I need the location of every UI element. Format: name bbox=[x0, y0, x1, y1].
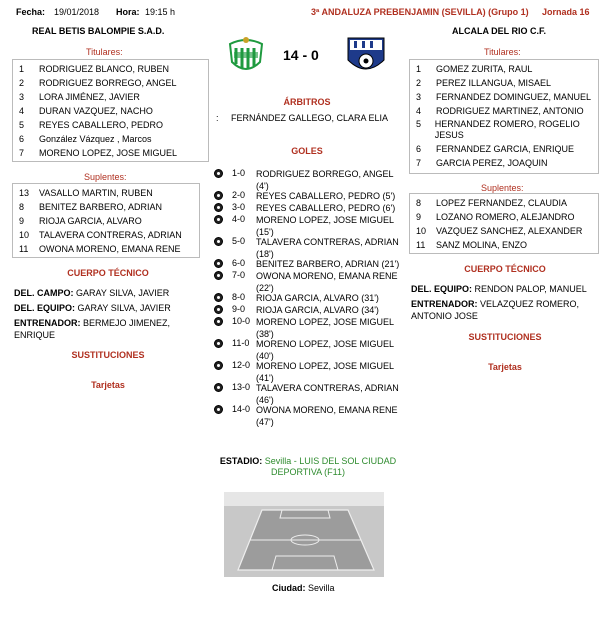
player-row bbox=[13, 90, 208, 104]
player-number: 6 bbox=[416, 144, 422, 154]
goal-score: 11-0 bbox=[232, 338, 250, 348]
player-number: 2 bbox=[19, 78, 25, 88]
away-starters-title: Titulares: bbox=[484, 47, 521, 57]
soccer-ball-icon bbox=[214, 237, 223, 246]
staff-role: DEL. EQUIPO: bbox=[411, 284, 473, 294]
goal-scorer: MORENO LOPEZ, JOSE MIGUEL (15') bbox=[256, 215, 394, 237]
away-subs-list bbox=[409, 193, 599, 254]
player-row bbox=[13, 214, 199, 228]
home-team-name[interactable]: REAL BETIS BALOMPIE S.A.D. bbox=[32, 26, 165, 36]
venue-label: ESTADIO: bbox=[219, 456, 263, 466]
player-number: 3 bbox=[416, 92, 422, 102]
staff-member bbox=[14, 317, 204, 341]
player-number: 11 bbox=[416, 240, 426, 250]
home-substitutions-title: SUSTITUCIONES bbox=[71, 350, 145, 360]
soccer-ball-icon bbox=[214, 259, 223, 268]
away-team-name[interactable]: ALCALA DEL RIO C.F. bbox=[452, 26, 546, 36]
player-row bbox=[13, 242, 199, 256]
home-staff bbox=[14, 287, 204, 344]
player-row bbox=[13, 118, 208, 132]
time-value: 19:15 h bbox=[145, 7, 176, 17]
referee-sep: : bbox=[216, 113, 219, 123]
goal-scorer: REYES CABALLERO, PEDRO (6') bbox=[256, 203, 396, 213]
goal-score: 12-0 bbox=[232, 360, 251, 370]
player-number: 5 bbox=[19, 120, 25, 130]
player-name[interactable]: RODRIGUEZ BLANCO, RUBEN bbox=[39, 64, 170, 74]
player-name[interactable]: REYES CABALLERO, PEDRO bbox=[39, 120, 164, 130]
goal-score: 1-0 bbox=[232, 168, 246, 178]
goal-scorer: OWONA MORENO, EMANA RENE (22') bbox=[256, 271, 398, 293]
player-number: 8 bbox=[416, 198, 422, 208]
goal-scorer: MORENO LOPEZ, JOSE MIGUEL (41') bbox=[256, 361, 394, 383]
player-row bbox=[410, 90, 598, 104]
player-number: 13 bbox=[19, 188, 30, 198]
home-subs-list bbox=[12, 183, 200, 258]
goals-title: GOLES bbox=[291, 146, 323, 156]
staff-member bbox=[14, 287, 204, 299]
player-row bbox=[13, 228, 199, 242]
staff-name: VELAZQUEZ ROMERO, ANTONIO JOSE bbox=[411, 299, 580, 321]
player-number: 4 bbox=[19, 106, 25, 116]
player-name[interactable]: DURAN VAZQUEZ, NACHO bbox=[39, 106, 153, 116]
soccer-ball-icon bbox=[214, 361, 223, 370]
player-row bbox=[410, 210, 598, 224]
player-row bbox=[410, 62, 598, 76]
goal-score: 2-0 bbox=[232, 190, 246, 200]
goal-scorer: MORENO LOPEZ, JOSE MIGUEL (38') bbox=[256, 317, 394, 339]
venue bbox=[213, 456, 403, 478]
referees-title: ÁRBITROS bbox=[283, 97, 331, 107]
player-number: 10 bbox=[416, 226, 427, 236]
player-name[interactable]: BENITEZ BARBERO, ADRIAN bbox=[39, 202, 163, 212]
player-row bbox=[13, 200, 199, 214]
staff-role: ENTRENADOR: bbox=[14, 318, 81, 328]
soccer-ball-icon bbox=[214, 405, 223, 414]
time-label: Hora: bbox=[116, 7, 140, 17]
soccer-ball-icon bbox=[214, 383, 223, 392]
soccer-ball-icon bbox=[214, 305, 223, 314]
player-number: 6 bbox=[19, 134, 25, 144]
player-number: 3 bbox=[19, 92, 25, 102]
player-row bbox=[410, 196, 598, 210]
player-name[interactable]: LORA JIMÉNEZ, JAVIER bbox=[39, 92, 140, 102]
goal-score: 9-0 bbox=[232, 304, 246, 314]
staff-member bbox=[411, 298, 601, 322]
city-name: Sevilla bbox=[308, 583, 335, 593]
venue-name[interactable]: Sevilla - LUIS DEL SOL CIUDAD DEPORTIVA (F11) bbox=[264, 456, 397, 477]
staff-name: RENDON PALOP, MANUEL bbox=[474, 284, 587, 294]
player-row bbox=[13, 132, 208, 146]
goal-scorer: RIOJA GARCIA, ALVARO (31') bbox=[256, 293, 379, 303]
player-row bbox=[13, 146, 208, 160]
competition-name[interactable]: 3ª ANDALUZA PREBENJAMIN (SEVILLA) (Grupo 1) bbox=[311, 7, 529, 17]
away-substitutions-title: SUSTITUCIONES bbox=[468, 332, 542, 342]
player-name[interactable]: VASALLO MARTIN, RUBEN bbox=[39, 188, 153, 198]
away-starters-list bbox=[409, 59, 599, 174]
goal-score: 4-0 bbox=[232, 214, 246, 224]
goal-scorer: MORENO LOPEZ, JOSE MIGUEL (40') bbox=[256, 339, 394, 361]
home-staff-title: CUERPO TÉCNICO bbox=[67, 268, 149, 278]
player-number: 10 bbox=[19, 230, 30, 240]
soccer-ball-icon bbox=[214, 169, 223, 178]
player-row bbox=[410, 156, 598, 170]
goal-score: 3-0 bbox=[232, 202, 246, 212]
away-staff-title: CUERPO TÉCNICO bbox=[464, 264, 546, 274]
goal-score: 8-0 bbox=[232, 292, 246, 302]
soccer-ball-icon bbox=[214, 339, 223, 348]
goal-scorer: TALAVERA CONTRERAS, ADRIAN (18') bbox=[256, 237, 399, 259]
goal-scorer: OWONA MORENO, EMANA RENE (47') bbox=[256, 405, 398, 427]
soccer-ball-icon bbox=[214, 215, 223, 224]
player-row bbox=[13, 186, 199, 200]
away-cards-title: Tarjetas bbox=[488, 362, 522, 372]
player-number: 1 bbox=[19, 64, 25, 74]
soccer-ball-icon bbox=[214, 317, 223, 326]
city bbox=[272, 583, 335, 593]
home-starters-title: Titulares: bbox=[86, 47, 123, 57]
goal-score: 5-0 bbox=[232, 236, 246, 246]
player-name[interactable]: GOMEZ ZURITA, RAUL bbox=[436, 64, 533, 74]
staff-name: GARAY SILVA, JAVIER bbox=[77, 303, 171, 313]
goal-scorer: REYES CABALLERO, PEDRO (5') bbox=[256, 191, 396, 201]
player-row bbox=[410, 142, 598, 156]
staff-role: DEL. EQUIPO: bbox=[14, 303, 76, 313]
player-row bbox=[13, 76, 208, 90]
goal-score: 6-0 bbox=[232, 258, 246, 268]
player-name[interactable]: VAZQUEZ SANCHEZ, ALEXANDER bbox=[436, 226, 583, 236]
stadium-image bbox=[224, 492, 384, 577]
home-starters-list bbox=[12, 59, 209, 162]
match-score: 14 - 0 bbox=[283, 47, 319, 63]
goal-score: 7-0 bbox=[232, 270, 246, 280]
player-row bbox=[410, 118, 598, 142]
player-name[interactable]: RODRIGUEZ BORREGO, ANGEL bbox=[39, 78, 177, 88]
city-label: Ciudad: bbox=[272, 583, 306, 593]
staff-name: GARAY SILVA, JAVIER bbox=[76, 288, 170, 298]
player-number: 4 bbox=[416, 106, 422, 116]
player-name[interactable]: FERNANDEZ GARCIA, ENRIQUE bbox=[436, 144, 575, 154]
away-team-crest[interactable] bbox=[346, 36, 386, 78]
soccer-ball-icon bbox=[214, 271, 223, 280]
staff-role: DEL. CAMPO: bbox=[14, 288, 74, 298]
staff-name: BERMEJO JIMENEZ, ENRIQUE bbox=[14, 318, 171, 340]
staff-role: ENTRENADOR: bbox=[411, 299, 478, 309]
goal-scorer: RIOJA GARCIA, ALVARO (34') bbox=[256, 305, 379, 315]
matchday: Jornada 16 bbox=[542, 7, 590, 17]
player-name[interactable]: LOZANO ROMERO, ALEJANDRO bbox=[436, 212, 575, 222]
date-label: Fecha: bbox=[16, 7, 46, 17]
soccer-ball-icon bbox=[214, 293, 223, 302]
player-name[interactable]: González Vázquez , Marcos bbox=[39, 134, 152, 144]
home-subs-title: Suplentes: bbox=[84, 172, 127, 182]
soccer-ball-icon bbox=[214, 191, 223, 200]
player-name[interactable]: RODRIGUEZ MARTINEZ, ANTONIO bbox=[436, 106, 584, 116]
player-number: 7 bbox=[19, 148, 25, 158]
goal-scorer: TALAVERA CONTRERAS, ADRIAN (46') bbox=[256, 383, 399, 405]
date-value: 19/01/2018 bbox=[54, 7, 100, 17]
player-name[interactable]: LOPEZ FERNANDEZ, CLAUDIA bbox=[436, 198, 568, 208]
goal-scorer: RODRIGUEZ BORREGO, ANGEL (4') bbox=[256, 169, 394, 191]
player-number: 2 bbox=[416, 78, 422, 88]
player-row bbox=[410, 238, 598, 252]
away-subs-title: Suplentes: bbox=[481, 183, 524, 193]
player-row bbox=[410, 76, 598, 90]
player-name[interactable]: SANZ MOLINA, ENZO bbox=[436, 240, 528, 250]
player-name[interactable]: OWONA MORENO, EMANA RENE bbox=[39, 244, 181, 254]
player-name[interactable]: FERNANDEZ DOMINGUEZ, MANUEL bbox=[436, 92, 592, 102]
staff-member bbox=[411, 283, 601, 295]
player-number: 11 bbox=[19, 244, 29, 254]
goal-scorer: BENITEZ BARBERO, ADRIAN (21') bbox=[256, 259, 400, 269]
player-name[interactable]: MORENO LOPEZ, JOSE MIGUEL bbox=[39, 148, 178, 158]
player-number: 9 bbox=[19, 216, 25, 226]
player-number: 5 bbox=[416, 119, 422, 129]
player-number: 1 bbox=[416, 64, 422, 74]
player-row bbox=[410, 224, 598, 238]
referee-name: FERNÁNDEZ GALLEGO, CLARA ELIA bbox=[231, 113, 389, 123]
player-name[interactable]: TALAVERA CONTRERAS, ADRIAN bbox=[39, 230, 182, 240]
goal-score: 10-0 bbox=[232, 316, 251, 326]
player-number: 9 bbox=[416, 212, 422, 222]
player-name[interactable]: HERNANDEZ ROMERO, ROGELIO JESUS bbox=[434, 119, 580, 140]
player-row bbox=[13, 62, 208, 76]
staff-member bbox=[14, 302, 204, 314]
goal-score: 14-0 bbox=[232, 404, 251, 414]
player-name[interactable]: RIOJA GARCIA, ALVARO bbox=[39, 216, 142, 226]
player-row bbox=[410, 104, 598, 118]
home-cards-title: Tarjetas bbox=[91, 380, 125, 390]
away-staff bbox=[411, 283, 601, 325]
player-number: 7 bbox=[416, 158, 422, 168]
player-number: 8 bbox=[19, 202, 25, 212]
player-name[interactable]: GARCIA PEREZ, JOAQUIN bbox=[436, 158, 548, 168]
player-name[interactable]: PEREZ ILLANGUA, MISAEL bbox=[436, 78, 552, 88]
goal-score: 13-0 bbox=[232, 382, 251, 392]
home-team-crest[interactable] bbox=[226, 36, 266, 76]
player-row bbox=[13, 104, 208, 118]
soccer-ball-icon bbox=[214, 203, 223, 212]
